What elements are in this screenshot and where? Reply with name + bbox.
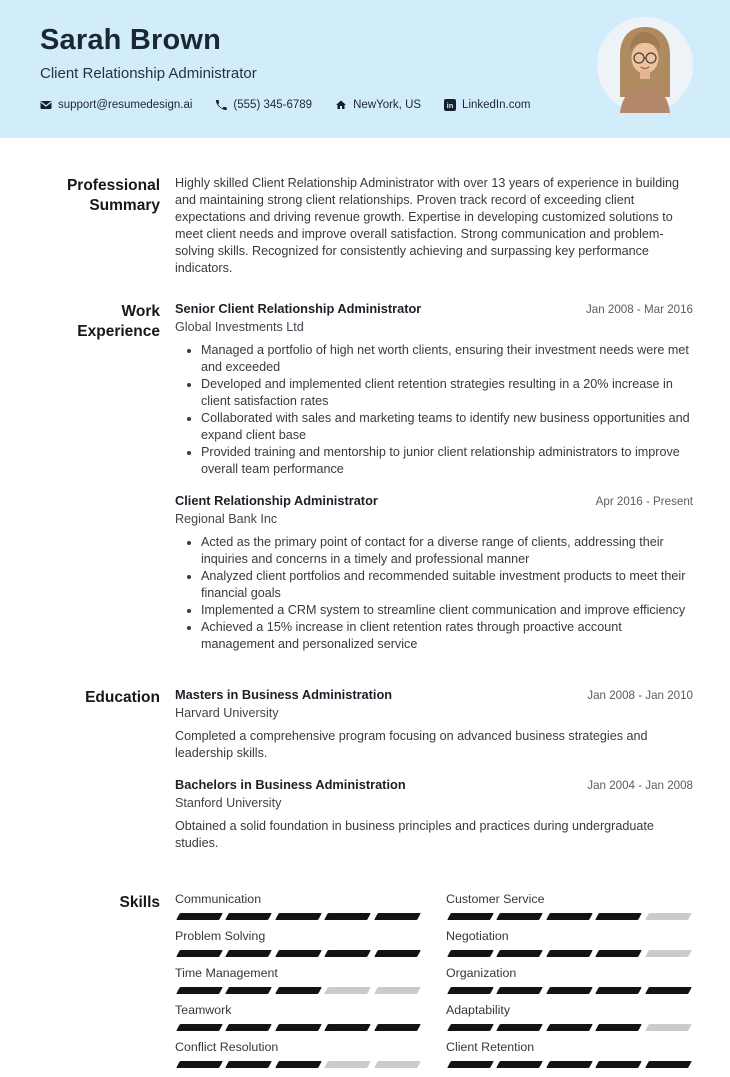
- svg-text:in: in: [446, 100, 454, 110]
- skill-bar: [175, 1024, 422, 1031]
- skill-bar: [446, 1024, 693, 1031]
- skill-segment: [176, 987, 223, 994]
- skill-segment: [447, 913, 494, 920]
- job-bullet: • Managed a portfolio of high net worth clients, ensuring their investment needs were met and exceeded: [201, 342, 693, 376]
- skill-label: Time Management: [175, 965, 278, 980]
- contact-linkedin: [444, 99, 530, 111]
- section-label: Skills: [119, 893, 160, 911]
- skill-item: [175, 892, 422, 920]
- skill-item: [175, 966, 422, 994]
- job-bullet: • Achieved a 15% increase in client retention rates through proactive account management and personalized service: [201, 619, 693, 653]
- skill-segment: [645, 987, 692, 994]
- envelope-icon: [40, 99, 52, 111]
- skill-segment: [497, 913, 544, 920]
- job-bullet: • Collaborated with sales and marketing teams to identify new business opportunities and expand client base: [201, 410, 693, 444]
- person-title: Client Relationship Administrator: [40, 64, 257, 82]
- skill-segment: [226, 1061, 273, 1068]
- skill-segment: [275, 950, 322, 957]
- skill-segment: [595, 1024, 642, 1031]
- degree-entry: [175, 687, 693, 762]
- skill-segment: [226, 987, 273, 994]
- skill-item: [175, 929, 422, 957]
- skill-bar: [446, 950, 693, 957]
- job-bullet: • Analyzed client portfolios and recommended suitable investment products to meet their financial goals: [201, 568, 693, 602]
- degree-dates: Jan 2008 - Jan 2010: [587, 688, 693, 702]
- skill-bar: [446, 913, 693, 920]
- skill-item: [446, 892, 693, 920]
- skill-segment: [645, 913, 692, 920]
- home-icon: [335, 99, 347, 111]
- degree-head-left: [175, 777, 406, 810]
- job-company: Regional Bank Inc: [175, 511, 278, 526]
- skill-label: Adaptability: [446, 1002, 511, 1017]
- skill-label: Customer Service: [446, 891, 545, 906]
- skill-segment: [546, 987, 593, 994]
- job-head: [175, 301, 693, 334]
- section-skills: [40, 892, 693, 1077]
- skill-bar: [175, 987, 422, 994]
- skill-bar: [446, 1061, 693, 1068]
- degrees-list: [175, 687, 693, 852]
- job-bullet: • Implemented a CRM system to streamline client communication and improve efficiency: [201, 602, 693, 619]
- skill-segment: [176, 950, 223, 957]
- job-dates: Jan 2008 - Mar 2016: [586, 303, 693, 316]
- skill-segment: [497, 1024, 544, 1031]
- skill-segment: [447, 950, 494, 957]
- skill-segment: [226, 1024, 273, 1031]
- person-name: Sarah Brown: [40, 24, 222, 56]
- skill-bar: [446, 987, 693, 994]
- skill-segment: [275, 913, 322, 920]
- skill-segment: [447, 1061, 494, 1068]
- job-bullets: [175, 534, 693, 653]
- contact-linkedin-text: LinkedIn.com: [462, 98, 531, 111]
- section-professional-summary: [40, 175, 693, 277]
- skill-segment: [546, 1024, 593, 1031]
- degree-school: Harvard University: [175, 705, 279, 720]
- skill-segment: [324, 950, 371, 957]
- skill-segment: [595, 987, 642, 994]
- skill-segment: [546, 1061, 593, 1068]
- header: [0, 0, 730, 138]
- skill-segment: [275, 1061, 322, 1068]
- skill-segment: [595, 1061, 642, 1068]
- skill-label: Conflict Resolution: [175, 1039, 279, 1054]
- job-head: [175, 493, 693, 526]
- skill-segment: [595, 950, 642, 957]
- skill-label: Communication: [175, 891, 262, 906]
- job-bullet: • Acted as the primary point of contact for a diverse range of clients, addressing their inquiries and concerns in a timely and professional manner: [201, 534, 693, 568]
- job-bullet: • Provided training and mentorship to junior client relationship administrators to improve overall team performance: [201, 444, 693, 478]
- job-title: Senior Client Relationship Administrator: [175, 301, 422, 316]
- contact-location-text: NewYork, US: [353, 98, 422, 111]
- skill-segment: [275, 987, 322, 994]
- skill-segment: [497, 987, 544, 994]
- degree-description: Obtained a solid foundation in business principles and practices during undergraduate studies.: [175, 818, 654, 850]
- skill-item: [446, 966, 693, 994]
- contact-location: [335, 99, 421, 111]
- skill-segment: [447, 1024, 494, 1031]
- degree-entry: [175, 777, 693, 852]
- skill-segment: [176, 1061, 223, 1068]
- degree-dates: Jan 2004 - Jan 2008: [587, 778, 693, 792]
- degree-school: Stanford University: [175, 795, 282, 810]
- contact-email: [40, 99, 192, 111]
- skill-segment: [374, 1024, 421, 1031]
- job-entry: [175, 301, 693, 478]
- summary-text: Highly skilled Client Relationship Administrator with over 13 years of experience in building and maintaining strong client relationships. Proven track record of exceeding client expectations and driving revenue growth. Expertise in developing customized solutions to meet client needs and improve overall satisfaction. Strong communication and problem-solving skills. Recognized for consistently achieving and surpassing key performance indicators.: [175, 176, 680, 275]
- contact-row: [40, 99, 693, 111]
- skill-segment: [226, 950, 273, 957]
- skills-grid: [175, 892, 693, 1077]
- skill-segment: [374, 950, 421, 957]
- skill-bar: [175, 950, 422, 957]
- contact-phone-text: (555) 345-6789: [233, 98, 313, 111]
- job-company: Global Investments Ltd: [175, 319, 304, 334]
- avatar: [597, 17, 693, 113]
- degree-title: Bachelors in Business Administration: [175, 776, 406, 792]
- skills-column-left: [175, 892, 422, 1077]
- skill-label: Organization: [446, 965, 517, 980]
- job-head-left: [175, 493, 378, 526]
- skill-segment: [226, 913, 273, 920]
- skill-segment: [324, 913, 371, 920]
- skill-item: [175, 1003, 422, 1031]
- phone-icon: [215, 99, 227, 111]
- job-title: Client Relationship Administrator: [175, 492, 378, 508]
- section-work-experience: [40, 301, 693, 653]
- skill-segment: [324, 1061, 371, 1068]
- skill-item: [175, 1040, 422, 1068]
- contact-phone: [215, 99, 312, 111]
- skill-label: Teamwork: [175, 1002, 232, 1017]
- skill-segment: [645, 950, 692, 957]
- degree-head: [175, 777, 693, 810]
- skill-bar: [175, 1061, 422, 1068]
- skill-label: Negotiation: [446, 928, 509, 943]
- resume-body: [0, 138, 730, 1077]
- skill-item: [446, 1040, 693, 1068]
- section-label: Work Experience: [77, 303, 160, 341]
- job-bullets: [175, 342, 693, 478]
- skill-bar: [175, 913, 422, 920]
- section-label: Professional Summary: [66, 177, 160, 215]
- skill-segment: [497, 1061, 544, 1068]
- section-education: [40, 687, 693, 852]
- linkedin-icon: [444, 99, 456, 111]
- skill-segment: [595, 913, 642, 920]
- contact-email-text: support@resumedesign.ai: [58, 98, 193, 111]
- skill-segment: [324, 1024, 371, 1031]
- skill-segment: [497, 950, 544, 957]
- skill-item: [446, 1003, 693, 1031]
- skill-segment: [176, 913, 223, 920]
- degree-head-left: [175, 687, 392, 720]
- skill-segment: [447, 987, 494, 994]
- degree-description: Completed a comprehensive program focusing on advanced business strategies and leadership skills.: [175, 728, 648, 760]
- skill-label: Client Retention: [446, 1039, 535, 1054]
- skill-segment: [275, 1024, 322, 1031]
- job-dates: Apr 2016 - Present: [595, 494, 693, 508]
- skill-segment: [176, 1024, 223, 1031]
- skill-item: [446, 929, 693, 957]
- degree-title: Masters in Business Administration: [175, 686, 393, 702]
- skill-segment: [645, 1061, 692, 1068]
- skill-segment: [374, 913, 421, 920]
- skill-label: Problem Solving: [175, 928, 266, 943]
- skill-segment: [324, 987, 371, 994]
- section-label: Education: [85, 688, 160, 706]
- skills-column-right: [446, 892, 693, 1077]
- jobs-list: [175, 301, 693, 653]
- job-head-left: [175, 301, 421, 334]
- skill-segment: [546, 913, 593, 920]
- skill-segment: [374, 987, 421, 994]
- job-entry: [175, 493, 693, 653]
- skill-segment: [645, 1024, 692, 1031]
- skill-segment: [546, 950, 593, 957]
- skill-segment: [374, 1061, 421, 1068]
- degree-head: [175, 687, 693, 720]
- job-bullet: • Developed and implemented client retention strategies resulting in a 20% increase in client satisfaction rates: [201, 376, 693, 410]
